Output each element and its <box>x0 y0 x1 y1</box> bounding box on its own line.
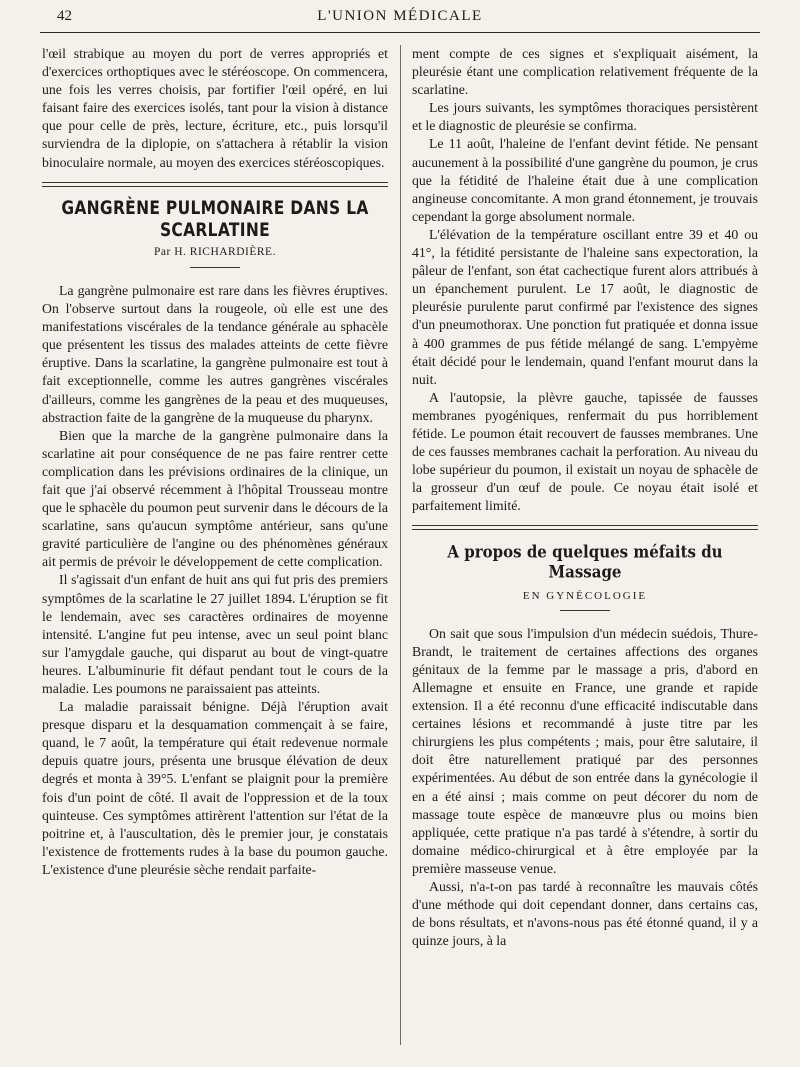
paragraph: L'élévation de la température oscillant entre 39 et 40 ou 41°, la fétidité persistante de l'haleine sans expectoration, la pâleur de l'enfant, son état cachectique furent alors attribués à un épanchement purulent. Le 17 août, le diagnostic de pleurésie purulente parut confirmé par l'existence des signes d'un pneumothorax. Une ponction fut pratiquée et donna issue à 400 grammes de pus fétide mélangé de sang. L'empyème était décidé pour le lendemain, quand l'enfant mourut dans la nuit. <box>412 226 758 387</box>
column-divider <box>400 45 401 1045</box>
running-title: L'UNION MÉDICALE <box>317 8 483 24</box>
article-subtitle: EN GYNÉCOLOGIE <box>522 589 648 602</box>
short-rule <box>190 267 240 268</box>
paragraph: Bien que la marche de la gangrène pulmonaire dans la scarlatine ait pour conséquence de ne pas faire rentrer cette complication dans les prévisions ordinaires de la clinique, un fait que j'ai observé récemment à l'hôpital Trousseau montre que le sphacèle du poumon peut survenir dans le décours de la scarlatine, sans qu'aucun symptôme antérieur, sans qu'une gravité particulière de l'angine ou des phénomènes généraux ait permis de prévoir le développement de cette complication. <box>42 427 388 570</box>
byline: Par H. RICHARDIÈRE. <box>154 245 276 258</box>
right-column <box>412 45 758 950</box>
opening-paragraph: l'œil strabique au moyen du port de verres appropriés et d'exercices orthoptiques avec le stéréoscope. On commencera, une fois les verres choisis, par fortifier l'œil opéré, en lui faisant faire des exercices isolés, tant pour la vision à distance que pour celle de près, lecture, écriture, etc., puis lorsqu'il surviendra de la diplopie, on s'attachera à rétablir la vision binoculaire normale, au moyen des exercices stéréoscopiques. <box>42 46 388 170</box>
header-rule <box>40 32 760 33</box>
section-divider <box>412 525 758 530</box>
paragraph: ment compte de ces signes et s'expliquait aisément, la pleurésie étant une complication relativement fréquente de la scarlatine. <box>412 46 758 98</box>
paragraph: Les jours suivants, les symptômes thoraciques persistèrent et le diagnostic de pleurésie se confirma. <box>412 100 758 134</box>
left-column <box>42 45 388 879</box>
page-number: 42 <box>57 8 72 24</box>
paragraph: Le 11 août, l'haleine de l'enfant devint fétide. Ne pensant aucunement à la possibilité d'une gangrène du poumon, je crus que la fétidité de l'haleine était due à une complication angineuse concomitante. A mon grand étonnement, je trouvais cependant la gorge absolument normale. <box>412 136 758 224</box>
paragraph: Aussi, n'a-t-on pas tardé à reconnaître les mauvais côtés d'une méthode qui doit cependant donner, dans certains cas, de bons résultats, et n'avons-nous pas été étonné quand, il y a quinze jours, à la <box>412 879 758 949</box>
article-title: GANGRÈNE PULMONAIRE DANS LA SCARLATINE <box>61 197 369 241</box>
paragraph: Il s'agissait d'un enfant de huit ans qui fut pris des premiers symptômes de la scarlatine le 27 juillet 1894. L'éruption se fit le lendemain, avec ses caractères ordinaires de moyenne intensité. L'angine fut peu intense, avec un seul point blanc sur l'amygdale gauche, qui disparut au bout de vingt-quatre heures. L'albuminurie fit défaut pendant tout le cours de la maladie. Les poumons ne paraissaient pas atteints. <box>42 572 388 696</box>
paragraph: A l'autopsie, la plèvre gauche, tapissée de fausses membranes pyogéniques, renfermait du pus horriblement fétide. Le poumon était recouvert de fausses membranes. Une de ces fausses membranes cachait la perforation. Au niveau du lobe supérieur du poumon, il existait un noyau de sphacèle de la grosseur d'un œuf de poule. Ce noyau était isolé et parfaitement limité. <box>412 389 758 514</box>
paragraph: On sait que sous l'impulsion d'un médecin suédois, Thure-Brandt, le traitement de certaines affections des organes génitaux de la femme par le massage a pris, d'abord en Allemagne et ensuite en France, une grande et rapide extension. Il a été reconnu d'une efficacité indiscutable dans certaines lésions et recommandé à juste titre par les chirurgiens les plus compétents ; mais, pour être salutaire, il doit être naturellement pratiqué par des personnes expérimentées. Au début de son entrée dans la gynécologie il en a été ainsi ; mais comme on peut décorer du nom de massage toute espèce de manœuvre plus ou moins bien appliquée, cette pratique n'a pas tardé à s'étendre, à sortir du domaine médico-chirurgical et à être employée par la première masseuse venue. <box>412 625 758 876</box>
paragraph: La gangrène pulmonaire est rare dans les fièvres éruptives. On l'observe surtout dans la rougeole, où elle est une des manifestations viscérales de la tendance générale au sphacèle que présentent les tissus des malades atteints de cette fièvre éruptive. Dans la scarlatine, la gangrène pulmonaire est tout à fait exceptionnelle, comme les autres gangrènes viscérales d'ailleurs, comme les gangrènes de la peau et des muqueuses, abstraction faite de la gangrène de la muqueuse du pharynx. <box>42 282 388 425</box>
article-title: A propos de quelques méfaits du Massage <box>447 542 723 583</box>
page-header <box>45 6 755 28</box>
short-rule <box>560 610 610 611</box>
section-divider <box>42 182 388 187</box>
paragraph: La maladie paraissait bénigne. Déjà l'éruption avait presque disparu et la desquamation commençait à se faire, quand, le 7 août, la température qui était redevenue normale depuis quatre jours, présenta une brusque élévation de deux degrés et monta à 39°5. L'enfant se plaignit pour la première fois d'un point de côté. Il avait de l'oppression et de la toux quinteuse. Ces symptômes attirèrent l'attention sur l'état de la poitrine et, à l'auscultation, dès le premier jour, je constatais l'existence de frottements rudes à la base du poumon gauche. L'existence d'une pleurésie sèche rendait parfaite- <box>42 699 388 877</box>
